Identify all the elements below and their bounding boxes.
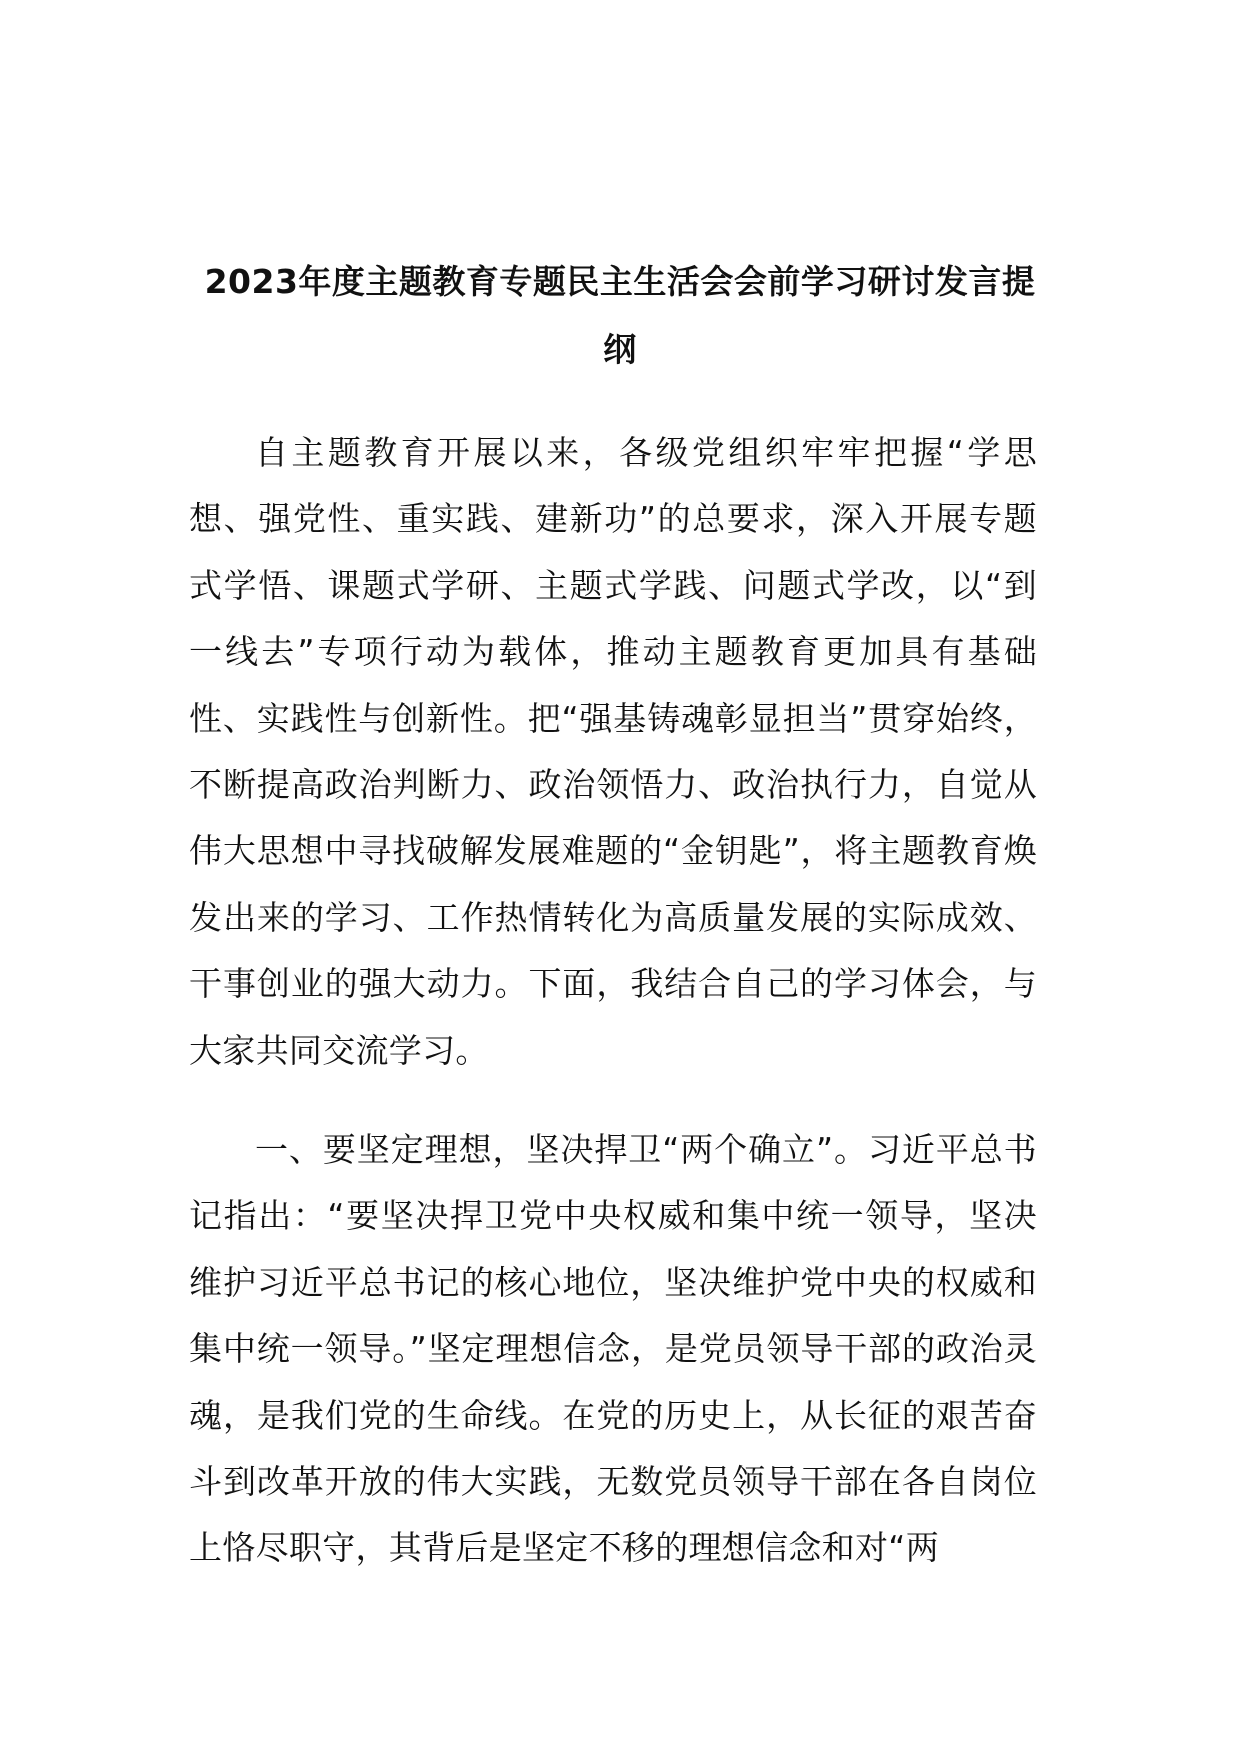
document-title: 2023年度主题教育专题民主生活会会前学习研讨发言提纲 bbox=[204, 262, 1036, 369]
paragraph-intro: 自主题教育开展以来，各级党组织牢牢把握“学思想、强党性、重实践、建新功”的总要求，深入开展专题式学悟、课题式学研、主题式学践、问题式学改，以“到一线去”专项行动为载体，推动主题教育更加具有基础性、实践性与创新性。把“强基铸魂彰显担当”贯穿始终，不断提高政治判断力、政治领悟力、政治执行力，自觉从伟大思想中寻找破解发展难题的“金钥匙”，将主题教育焕发出来的学习、工作热情转化为高质量发展的实际成效、干事创业的强大动力。下面，我结合自己的学习体会，与大家共同交流学习。 bbox=[189, 433, 1037, 1070]
paragraph-section-one: 一、要坚定理想，坚决捍卫“两个确立”。习近平总书记指出：“要坚决捍卫党中央权威和集中统一领导，坚决维护习近平总书记的核心地位，坚决维护党中央的权威和集中统一领导。”坚定理想信念，是党员领导干部的政治灵魂，是我们党的生命线。在党的历史上，从长征的艰苦奋斗到改革开放的伟大实践，无数党员领导干部在各自岗位上恪尽职守，其背后是坚定不移的理想信念和对“两 bbox=[189, 1130, 1037, 1568]
